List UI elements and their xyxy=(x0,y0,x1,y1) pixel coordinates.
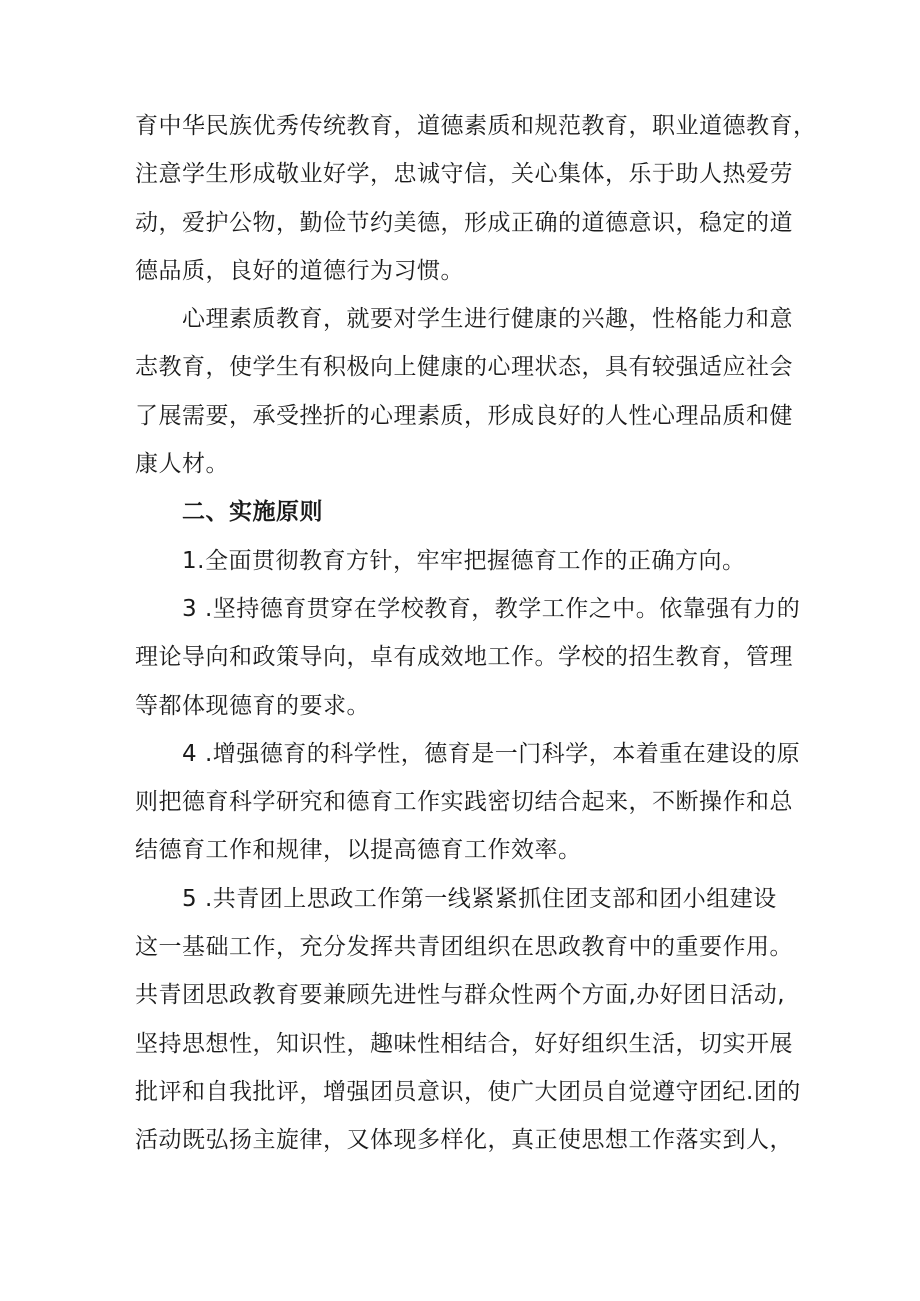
paragraph-principle-1 xyxy=(135,537,790,585)
paragraph-principle-3 xyxy=(135,585,801,730)
text-line: 育中华民族优秀传统教育，道德素质和规范教育，职业道德教育， xyxy=(135,113,817,139)
text-line: 康人材。 xyxy=(135,451,229,478)
text-line: 等都体现德育的要求。 xyxy=(135,692,370,719)
text-line: 坚持思想性，知识性，趣味性相结合，好好组织生活，切实开展 xyxy=(135,1030,793,1057)
paragraph-principle-5 xyxy=(135,875,801,1165)
text-line: 5 .共青团上思政工作第一线紧紧抓住团支部和团小组建设 xyxy=(182,885,777,912)
paragraph-principle-4 xyxy=(135,730,801,875)
text-line: 心理素质教育，就要对学生进行健康的兴趣，性格能力和意 xyxy=(182,306,793,333)
paragraph-psychological-education xyxy=(135,295,793,488)
text-line: 这一基础工作，充分发挥共青团组织在思政教育中的重要作用。 xyxy=(135,934,793,961)
text-line: 活动既弘扬主旋律，又体现多样化，真正使思想工作落实到人， xyxy=(135,1127,793,1154)
section-heading xyxy=(135,488,790,536)
text-line: 则把德育科学研究和德育工作实践密切结合起来，不断操作和总 xyxy=(135,789,793,816)
text-line: 德品质，良好的道德行为习惯。 xyxy=(135,257,464,284)
heading-implementation-principles: 二、实施原则 xyxy=(182,499,323,526)
text-line: 理论导向和政策导向，卓有成效地工作。学校的招生教育，管理 xyxy=(135,644,793,671)
text-line: 共青团思政教育要兼顾先进性与群众性两个方面,办好团日活动, xyxy=(135,982,786,1009)
text-line: 4 .增强德育的科学性，德育是一门科学，本着重在建设的原 xyxy=(182,740,801,767)
document-body xyxy=(135,102,817,1165)
paragraph-moral-education xyxy=(135,102,817,295)
text-line: 注意学生形成敬业好学，忠诚守信，关心集体，乐于助人热爱劳 xyxy=(135,161,793,188)
text-line: 结德育工作和规律，以提高德育工作效率。 xyxy=(135,837,582,864)
text-line: 动，爱护公物，勤俭节约美德，形成正确的道德意识，稳定的道 xyxy=(135,209,793,236)
text-line: 1.全面贯彻教育方针，牢牢把握德育工作的正确方向。 xyxy=(182,547,746,574)
text-line: 批评和自我批评，增强团员意识，使广大团员自觉遵守团纪.团的 xyxy=(135,1078,801,1105)
text-line: 了展需要，承受挫折的心理素质，形成良好的人性心理品质和健 xyxy=(135,402,793,429)
text-line: 志教育，使学生有积极向上健康的心理状态，具有较强适应社会 xyxy=(135,354,793,381)
text-line: 3 .坚持德育贯穿在学校教育，教学工作之中。依靠强有力的 xyxy=(182,595,801,622)
